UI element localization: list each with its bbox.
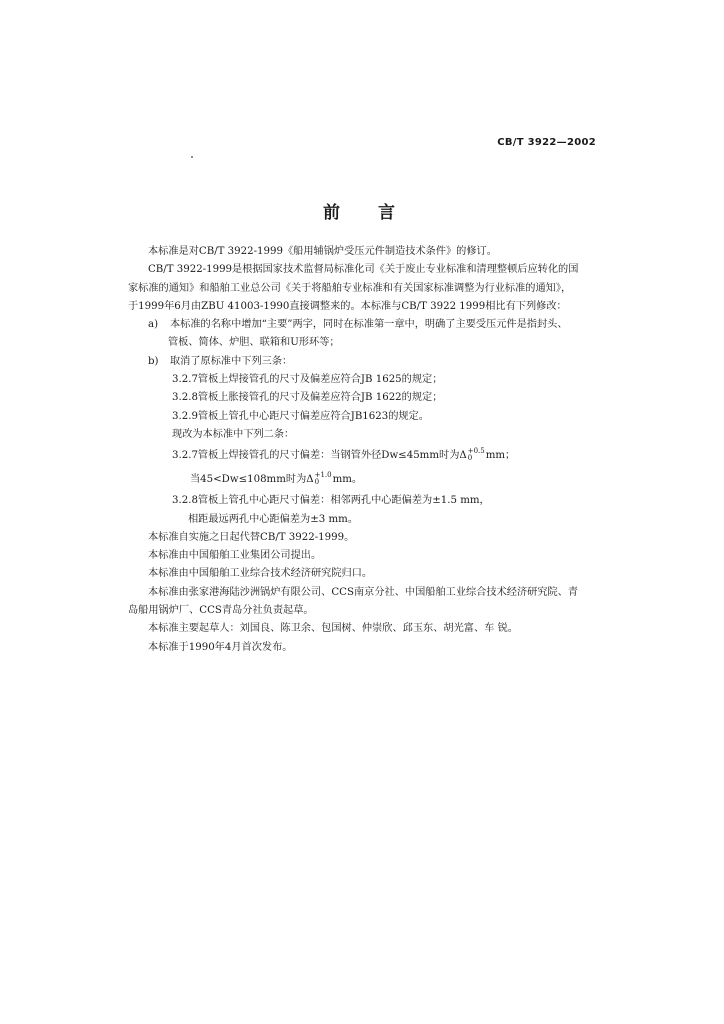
tolerance-1-upper: +0.5	[467, 447, 485, 456]
removed-clause-2: 3.2.8管板上胀接管孔的尺寸及偏差应符合JB 1622的规定；	[172, 392, 443, 404]
tolerance-1-lower: 0	[467, 454, 473, 463]
para-origin-line1: CB/T 3922-1999是根据国家技术监督局标准化司《关于废止专业标准和清理整顿后应转化的国	[148, 264, 579, 276]
removed-clause-1: 3.2.7管板上焊接管孔的尺寸及偏差应符合JB 1625的规定；	[172, 374, 443, 386]
para-first-issue: 本标准于1990年4月首次发布。	[148, 641, 293, 653]
new-clause-327-cont	[128, 468, 598, 492]
tolerance-1	[468, 448, 485, 462]
new-clause-328: 3.2.8管板上管孔中心距尺寸偏差：相邻两孔中心距偏差为±1.5 mm，	[172, 495, 490, 507]
tolerance-2-upper: +1.0	[314, 471, 332, 480]
para-managed-by: 本标准由中国船舶工业综合技术经济研究院归口。	[148, 568, 373, 580]
list-item-b	[128, 353, 598, 371]
para-revision: 本标准是对CB/T 3922-1999《船用辅锅炉受压元件制造技术条件》的修订。	[148, 246, 497, 257]
para-replaces: 本标准自实施之日起代替CB/T 3922-1999。	[148, 531, 355, 543]
list-item-a-text: 本标准的名称中增加“主要”两字，同时在标准第一章中，明确了主要受压元件是指封头、	[170, 319, 568, 331]
replacement-intro: 现改为本标准中下列二条：	[172, 428, 295, 440]
para-drafting-units-line1: 本标准由张家港海陆沙洲锅炉有限公司、CCS南京分社、中国船舶工业综合技术经济研究院、青	[148, 586, 579, 598]
list-label-b: b)	[148, 355, 159, 367]
list-item-b-text: 取消了原标准中下列三条：	[170, 355, 293, 367]
new-clause-328-cont: 相距最远两孔中心距偏差为±3 mm。	[188, 513, 359, 525]
list-label-a: a)	[148, 319, 159, 331]
clause-327-unit: mm；	[485, 450, 516, 462]
list-item-a-cont: 管板、简体、炉胆、联箱和U形环等；	[168, 337, 340, 349]
preface-body	[128, 243, 598, 657]
para-drafting-units-line2: 岛船用锅炉厂、CCS青岛分社负责起草。	[128, 605, 314, 617]
para-proposed-by: 本标准由中国船舶工业集团公司提出。	[148, 550, 322, 562]
standard-code: CB/T 3922—2002	[497, 137, 596, 148]
new-clause-327	[128, 444, 598, 468]
para-origin-line3: 于1999年6月由ZBU 41003-1990直接调整来的。本标准与CB/T 3922 1999相比有下列修改：	[128, 300, 567, 312]
clause-327b-unit: mm。	[332, 474, 363, 486]
para-drafters: 本标准主要起草人：刘国良、陈卫余、包国树、仲崇欣、邱玉东、胡光富、车 锐。	[148, 623, 518, 635]
scan-speck	[191, 156, 193, 158]
tolerance-2	[315, 472, 332, 486]
page-title: 前 言	[323, 203, 411, 223]
removed-clause-3: 3.2.9管板上管孔中心距尺寸偏差应符合JB1623的规定。	[172, 410, 429, 422]
tolerance-2-lower: 0	[314, 478, 320, 487]
para-origin-line2: 家标准的通知》和船舶工业总公司《关于将船舶专业标准和有关国家标准调整为行业标准的通知》，	[128, 282, 572, 294]
clause-327b-text: 当45<Dw≤108mm时为Δ	[190, 474, 314, 486]
clause-327-text: 3.2.7管板上焊接管孔的尺寸偏差：当钢管外径Dw≤45mm时为Δ	[172, 450, 467, 462]
list-item-a	[128, 316, 598, 334]
